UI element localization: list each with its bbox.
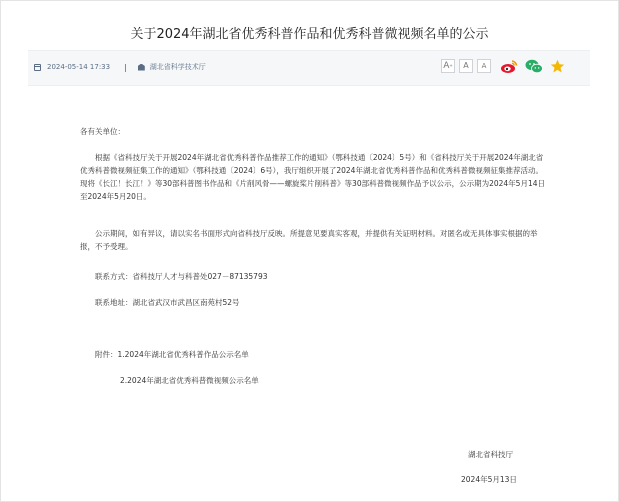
meta-bar <box>28 50 590 86</box>
font-small-button[interactable] <box>477 59 491 73</box>
calendar-icon <box>34 64 41 71</box>
greeting: 各有关单位： <box>80 127 125 136</box>
font-small-label: A <box>481 61 487 70</box>
weibo-icon[interactable] <box>500 59 518 74</box>
sign-date: 2024年5月13日 <box>461 475 517 484</box>
paragraph-1: 根据《省科技厅关于开展2024年湖北省优秀科普作品推荐工作的通知》（鄂科技通〔2024〕5号）和《省科技厅关于开展2024年湖北省优秀科普微视频征集工作的通知》（鄂科技通〔2024〕6号），我厅组织开展了2024年湖北省优秀科普作品和优秀科普微视频征集推荐活动。现将《长江！长江！》等30部科普图书作品和《片削风骨——螺旋桨片削科普》等30部科普微视频作品予以公示，公示期为2024年5月14日至2024年5月20日。 <box>80 153 545 201</box>
publish-date: 2024-05-14 17:33 <box>47 63 111 71</box>
attachment-1: 附件：1.2024年湖北省优秀科普作品公示名单 <box>95 350 249 359</box>
meta-separator: | <box>124 62 127 72</box>
meta-info <box>34 62 206 72</box>
signature: 湖北省科技厅 <box>468 450 513 459</box>
page-title: 关于2024年湖北省优秀科普作品和优秀科普微视频名单的公示 <box>130 27 489 42</box>
font-large-button[interactable]: A + <box>441 59 455 73</box>
building-icon <box>138 64 145 71</box>
font-medium-label: A <box>463 61 469 70</box>
star-icon[interactable] <box>550 59 565 74</box>
font-medium-button[interactable] <box>459 59 473 73</box>
font-large-label: A <box>443 60 450 71</box>
wechat-icon[interactable] <box>525 59 543 74</box>
share-icons <box>500 59 565 74</box>
font-size-controls <box>441 59 491 73</box>
source-label: 湖北省科学技术厅 <box>149 63 206 71</box>
contact-line: 联系方式：省科技厅人才与科普处027－87135793 <box>95 272 268 281</box>
attachment-2: 2.2024年湖北省优秀科普微视频公示名单 <box>120 376 259 385</box>
address-line: 联系地址：湖北省武汉市武昌区南苑村52号 <box>95 298 240 307</box>
paragraph-2: 公示期间，如有异议，请以实名书面形式向省科技厅反映。所提意见要真实客观，并提供有关证明材料。对匿名或无具体事实根据的举报，不予受理。 <box>80 229 538 251</box>
